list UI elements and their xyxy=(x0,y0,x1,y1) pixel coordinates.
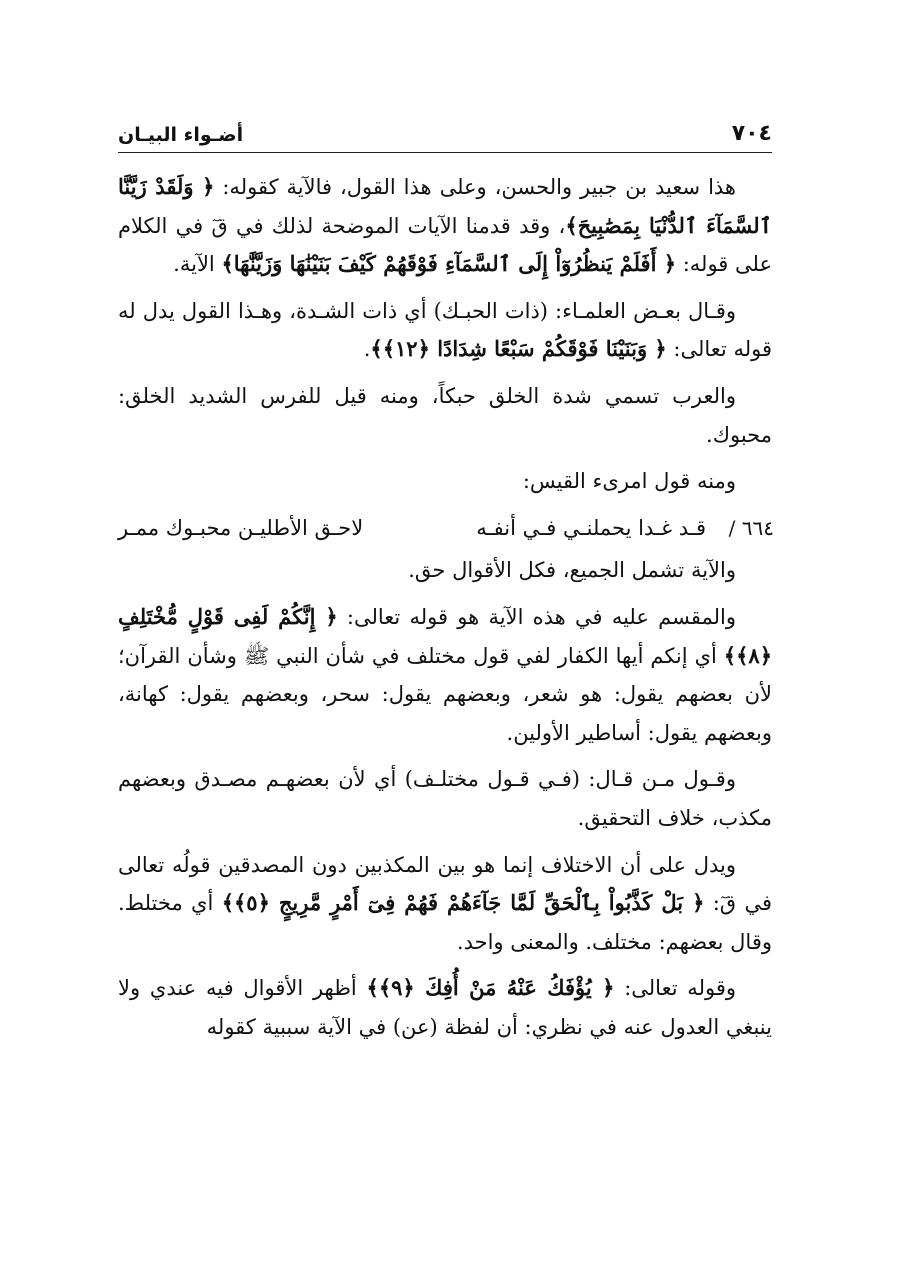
poetry-verse xyxy=(118,509,772,548)
paragraph xyxy=(118,969,772,1046)
text-run: الآية. xyxy=(173,252,222,277)
text-run: وقوله تعالى: xyxy=(614,976,736,1001)
paragraph xyxy=(118,168,772,284)
page-header xyxy=(118,110,772,153)
paragraph xyxy=(118,846,772,962)
page-number: ٧٠٤ xyxy=(731,121,772,146)
text-run: ومنه قول امرىء القيس: xyxy=(522,469,736,494)
paragraph xyxy=(118,760,772,837)
text-run: أي إنكم أيها الكفار لفي قول مختلف في شأن النبي ﷺ وشأن القرآن؛ لأن بعضهم يقول: هو شعر، وبعضهم يقول: سحر، وبعضهم يقول: كهانة، وبعضهم يقول: أساطير الأولين. xyxy=(118,643,772,745)
verse-number: ٦٦٤ / xyxy=(728,515,774,540)
quran-quote: ﴿ وَلَقَدْ زَيَّنَّا ٱلسَّمَآءَ ٱلدُّنْيَا بِمَصَٰبِيحَ﴾ xyxy=(118,174,772,238)
page-body xyxy=(118,168,772,1054)
book-page xyxy=(118,110,772,1200)
quran-quote: ﴿ أَفَلَمْ يَنظُرُوٓاْ إِلَى ٱلسَّمَآءِ فَوْقَهُمْ كَيْفَ بَنَيْنَٰهَا وَزَيَّنَّٰهَا﴾ xyxy=(221,251,677,277)
text-run: وقـال بعـض العلمـاء: (ذات الحبـك) أي ذات الشـدة، وهـذا القول يدل له قوله تعالى: xyxy=(118,298,772,362)
verse-first-half: قـد غـدا يحملنـي فـي أنفـه xyxy=(476,515,706,540)
text-run: وقـول مـن قـال: (فـي قـول مختلـف) أي لأن بعضهـم مصـدق وبعضهم مكذب، خلاف التحقيق. xyxy=(118,767,772,830)
quran-quote: ﴿ وَبَنَيْنَا فَوْقَكُمْ سَبْعًا شِدَادًا ﴿١٢﴾﴾ xyxy=(370,336,667,362)
text-run: والمقسم عليه في هذه الآية هو قوله تعالى: xyxy=(337,604,736,629)
text-run: والآية تشمل الجميع، فكل الأقوال حق. xyxy=(408,558,736,583)
paragraph xyxy=(118,292,772,369)
text-run: هذا سعيد بن جبير والحسن، وعلى هذا القول، فالآية كقوله: xyxy=(214,175,736,199)
book-title: أضـواء البيـان xyxy=(118,124,244,146)
paragraph xyxy=(118,551,772,590)
quran-quote: ﴿ بَلْ كَذَّبُواْ بِٱلْحَقِّ لَمَّا جَآءَهُمْ فَهُمْ فِىٓ أَمْرٍ مَّرِيجٍ ﴿٥﴾﴾ xyxy=(221,890,705,916)
paragraph xyxy=(118,462,772,501)
text-run: ويدل على أن الاختلاف إنما هو بين المكذبين دون المصدقين قولُه تعالى في قٓ: xyxy=(118,852,772,916)
quran-quote: ﴿ يُؤْفَكُ عَنْهُ مَنْ أُفِكَ ﴿٩﴾﴾ xyxy=(366,975,615,1001)
verse-second-half: لاحـق الأطليـن محبـوك ممـر xyxy=(118,515,364,540)
text-run: . xyxy=(363,337,371,362)
paragraph xyxy=(118,377,772,454)
text-run: أي مختلط. وقال بعضهم: مختلف. والمعنى واحد. xyxy=(118,891,772,954)
quran-quote: ﴿ إِنَّكُمْ لَفِى قَوْلٍ مُّخْتَلِفٍ ﴿٨﴾﴾ xyxy=(118,603,772,668)
text-run: والعرب تسمي شدة الخلق حبكاً، ومنه قيل للفرس الشديد الخلق: محبوك. xyxy=(118,383,772,447)
text-run: أظهر الأقوال فيه عندي ولا ينبغي العدول عنه في نظري: أن لفظة (عن) في الآية سببية كقوله xyxy=(118,976,772,1039)
text-run: ، وقد قدمنا الآيات الموضحة لذلك في قٓ في الكلام على قوله: xyxy=(118,213,772,277)
paragraph xyxy=(118,598,772,752)
